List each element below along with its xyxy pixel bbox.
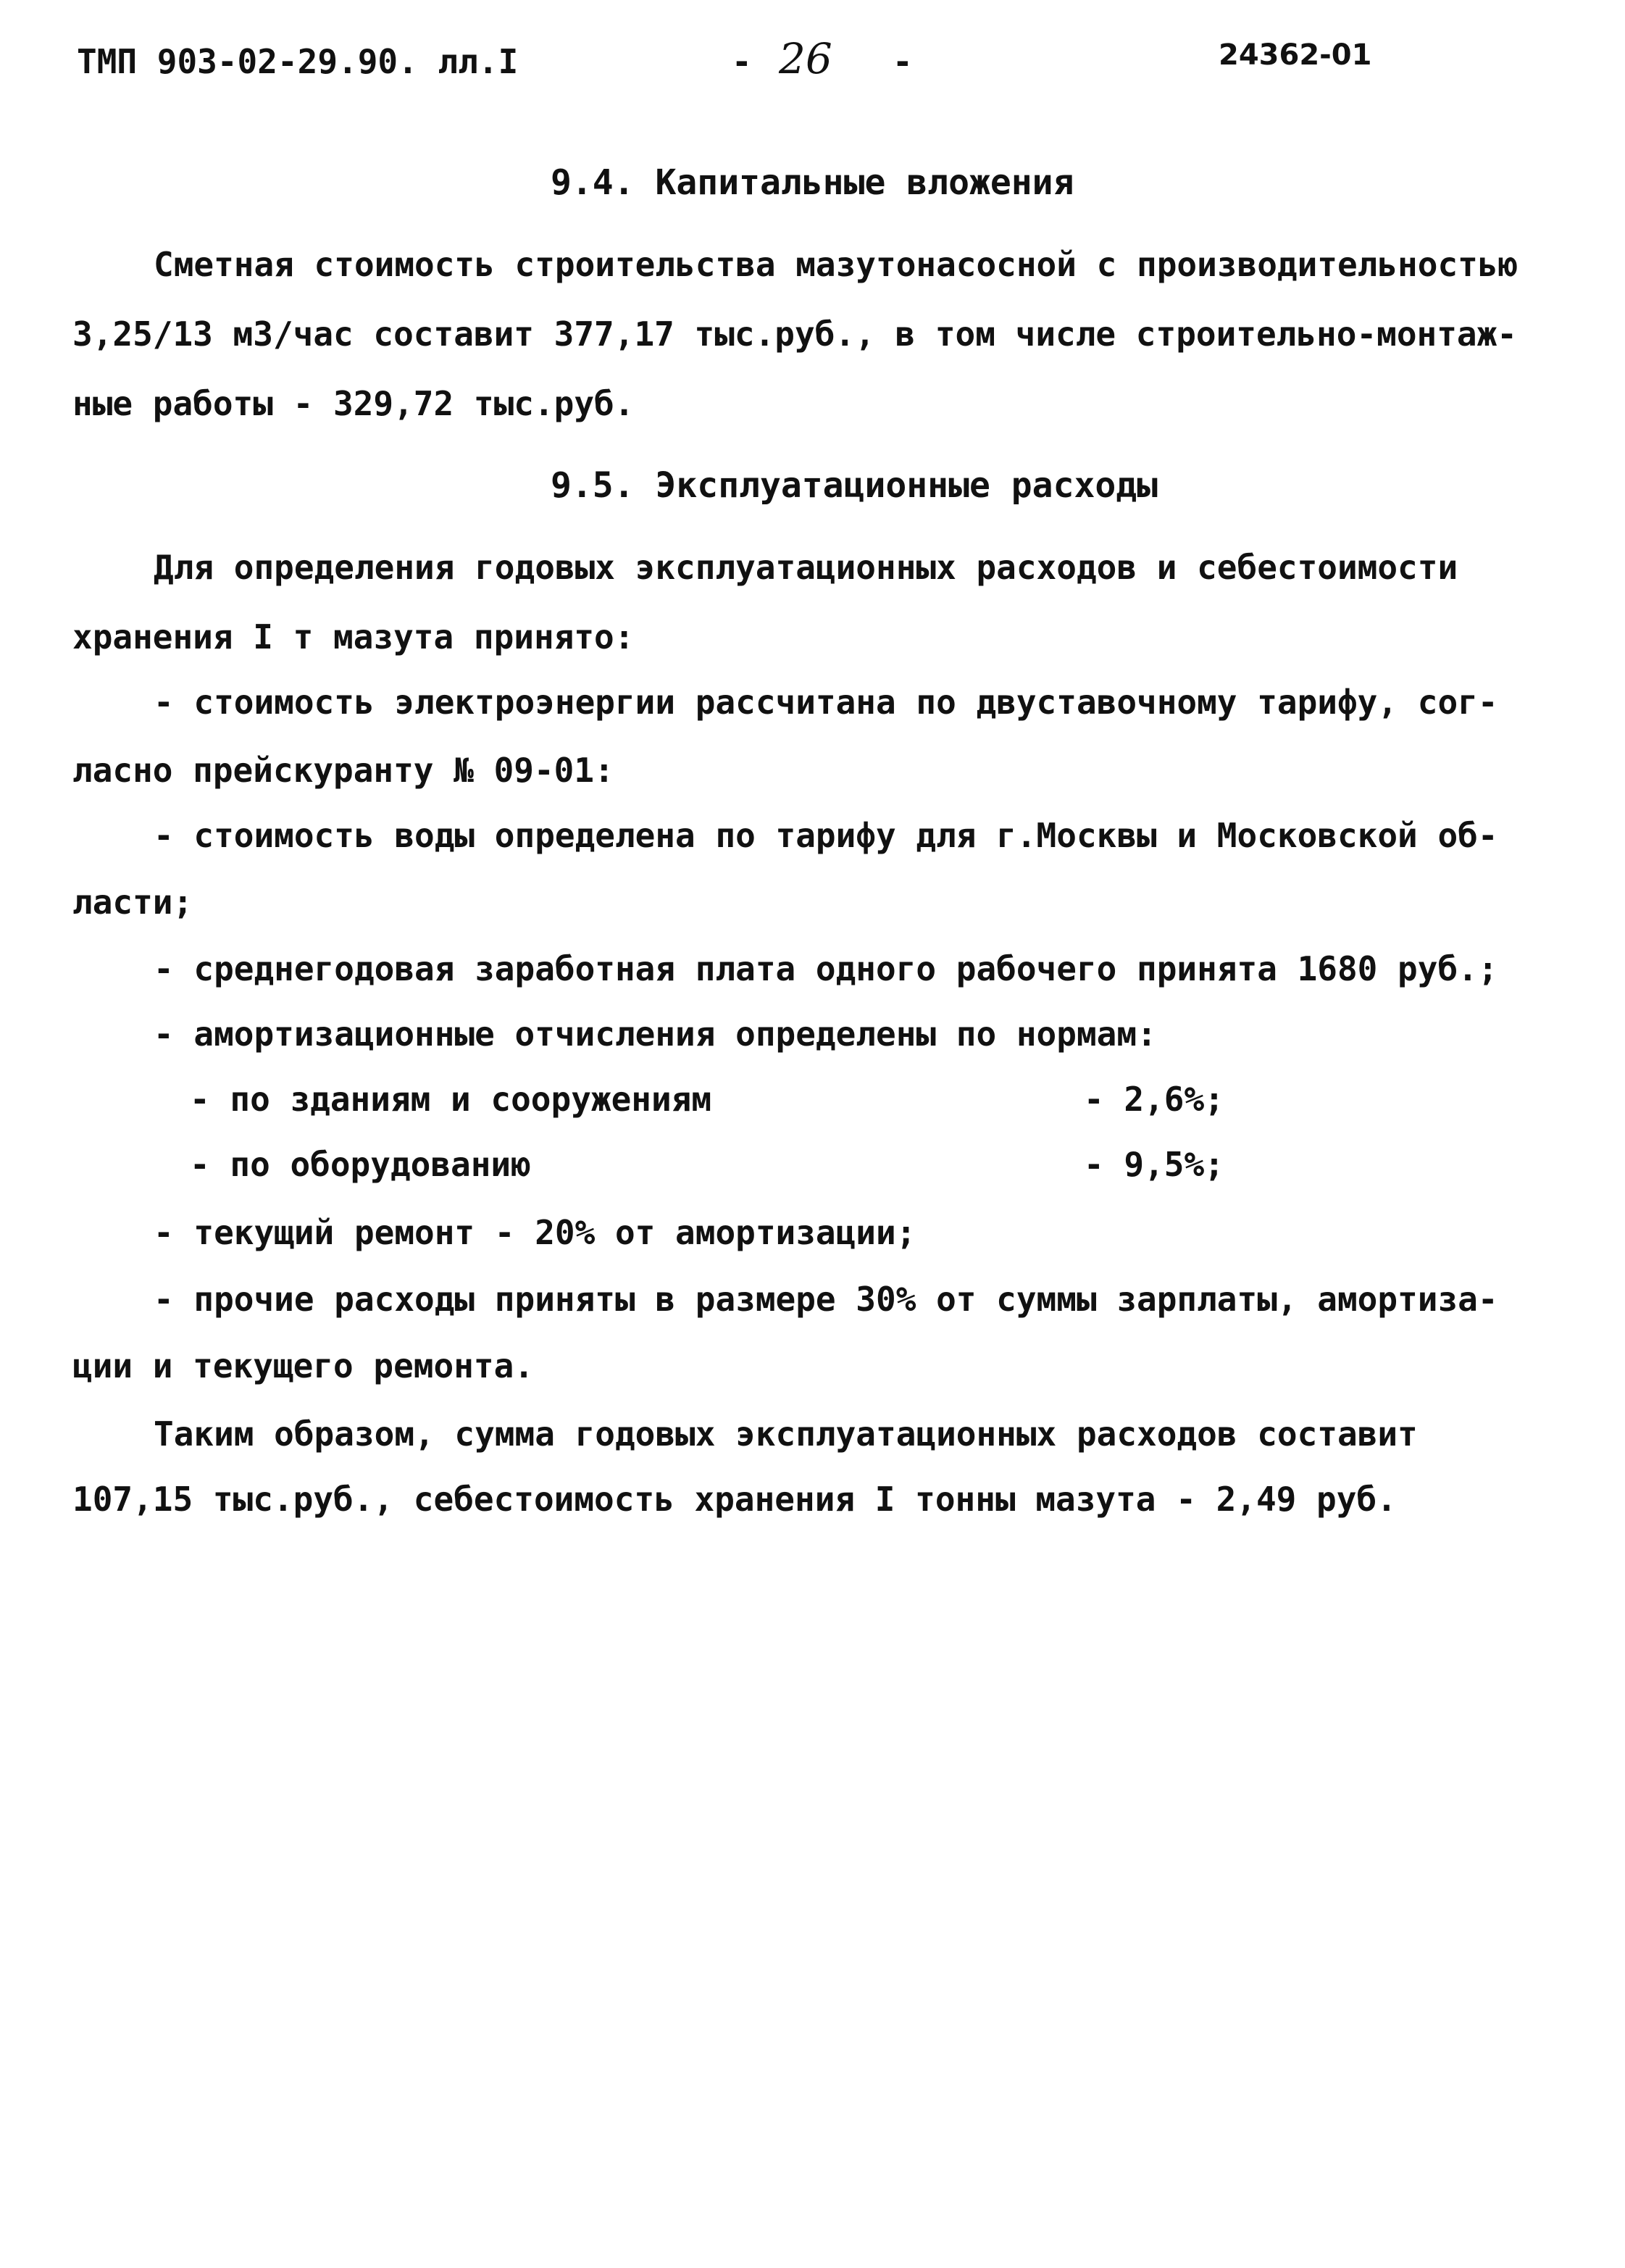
list-item: ласти; <box>72 883 193 922</box>
section-9-5-intro: Для определения годовых эксплуатационных расходов и себестоимости <box>154 548 1458 587</box>
list-item: ласно прейскуранту № 09-01: <box>72 751 614 790</box>
norm-value: - 9,5%; <box>1084 1145 1224 1184</box>
doc-code: ТМП 903-02-29.90. лл.I <box>77 42 519 81</box>
sheet-number: 24362-01 <box>1219 38 1372 72</box>
conclusion-line: 107,15 тыс.руб., себестоимость хранения I тонны мазута - 2,49 руб. <box>72 1480 1397 1519</box>
section-9-4-line: ные работы - 329,72 тыс.руб. <box>72 384 635 423</box>
section-9-5-heading: 9.5. Эксплуатационные расходы <box>551 465 1158 506</box>
page-number: 26 <box>779 34 832 83</box>
list-item: ции и текущего ремонта. <box>72 1346 534 1385</box>
list-item: - стоимость воды определена по тарифу для г.Москвы и Московской об- <box>154 816 1498 855</box>
list-item: - прочие расходы приняты в размере 30% от суммы зарплаты, амортиза- <box>154 1280 1498 1319</box>
norm-label: - по зданиям и сооружениям <box>190 1080 712 1119</box>
page-dash-left: - <box>732 42 752 81</box>
list-item: - стоимость электроэнергии рассчитана по двуставочному тарифу, сог- <box>154 683 1498 722</box>
section-9-4-heading: 9.4. Капитальные вложения <box>551 162 1074 203</box>
conclusion-line: Таким образом, сумма годовых эксплуатационных расходов составит <box>154 1414 1418 1454</box>
norm-label: - по оборудованию <box>190 1145 531 1184</box>
norm-value: - 2,6%; <box>1084 1080 1224 1119</box>
page-dash-right: - <box>893 42 913 81</box>
section-9-4-line: Сметная стоимость строительства мазутонасосной с производительностью <box>154 245 1519 284</box>
list-item: - среднегодовая заработная плата одного рабочего принята 1680 руб.; <box>154 949 1498 988</box>
section-9-5-intro: хранения I т мазута принято: <box>72 617 635 656</box>
section-9-4-line: 3,25/13 м3/час составит 377,17 тыс.руб., в том числе строительно-монтаж- <box>72 314 1517 354</box>
list-item: - текущий ремонт - 20% от амортизации; <box>154 1213 916 1252</box>
list-item: - амортизационные отчисления определены по нормам: <box>154 1014 1157 1054</box>
